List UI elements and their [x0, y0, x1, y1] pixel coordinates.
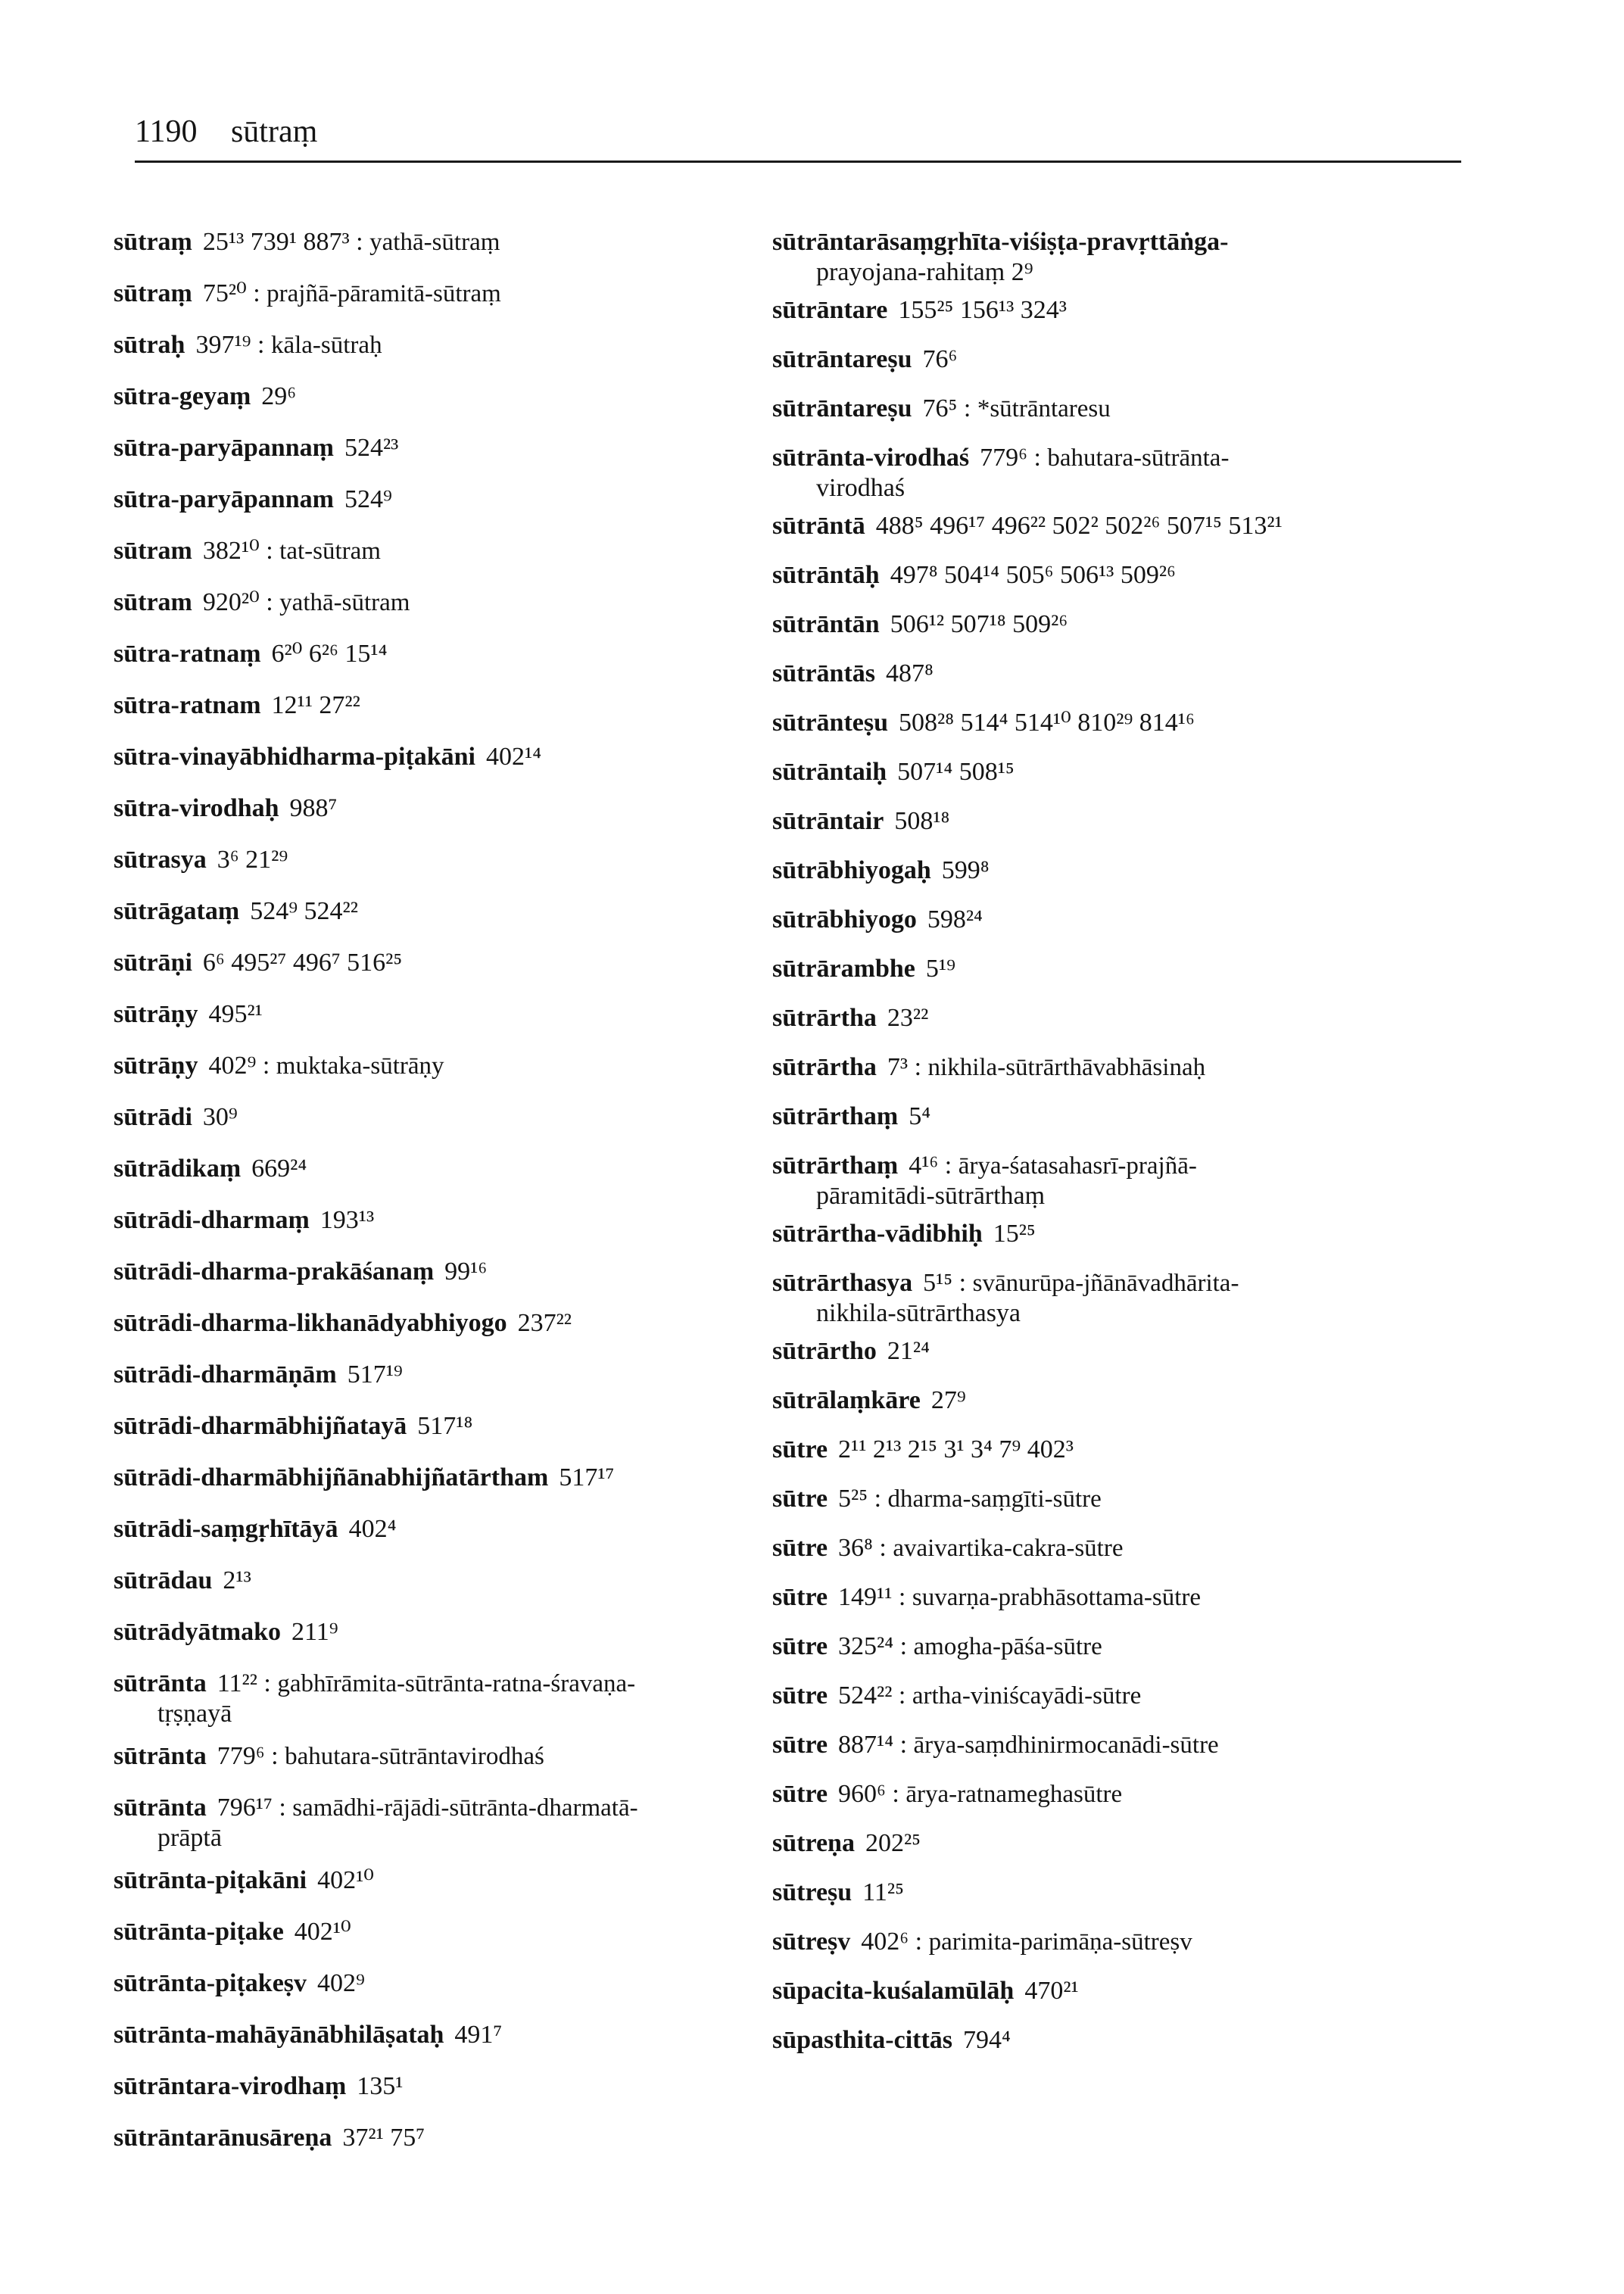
page-references: 36⁸	[838, 1534, 873, 1562]
headword: sūtrāgataṃ	[114, 897, 240, 925]
compound-gloss: kāla-sūtraḥ	[270, 332, 382, 359]
headword: sūtreṣv	[772, 1928, 851, 1956]
compound-gloss: ārya-śatasahasrī-prajñā-	[958, 1152, 1197, 1180]
index-entry	[114, 433, 780, 463]
page-references: 488⁵ 496¹⁷ 496²² 502² 502²⁶ 507¹⁵ 513²¹	[875, 512, 1283, 540]
page-references: 155²⁵ 156¹³ 324³	[898, 296, 1067, 324]
index-entry	[114, 1566, 780, 1596]
headword: sūtra-ratnam	[114, 691, 261, 719]
page-references: 202²⁵	[865, 1829, 921, 1857]
page-references: 237²²	[517, 1309, 572, 1337]
index-entry	[114, 2071, 780, 2102]
headword: sūtrādikaṃ	[114, 1155, 242, 1183]
index-entry	[772, 708, 1529, 738]
compound-gloss: suvarṇa-prabhāsottama-sūtre	[912, 1584, 1202, 1611]
headword: sūtrābhiyogo	[772, 905, 917, 933]
page-references: 508¹⁸	[894, 807, 950, 835]
index-entry	[114, 227, 780, 257]
headword: sūtrādi-dharma-prakāśanaṃ	[114, 1258, 435, 1286]
headword: sūtrāntās	[772, 659, 876, 687]
index-entry	[772, 1828, 1529, 1859]
index-entry	[114, 382, 780, 412]
separator: :	[256, 1052, 276, 1080]
headword: sūtre	[772, 1534, 828, 1562]
index-entry	[772, 1003, 1529, 1033]
index-entry	[114, 1308, 780, 1339]
index-entry	[114, 485, 780, 515]
index-column-right	[772, 227, 1529, 2074]
entry-continuation: tṛṣṇayā	[157, 1700, 232, 1728]
separator: :	[272, 1794, 293, 1822]
page-references: 920²⁰	[202, 588, 260, 616]
compound-gloss: artha-viniścayādi-sūtre	[912, 1682, 1142, 1710]
page-references: 794⁴	[963, 2026, 1011, 2054]
index-entry	[772, 659, 1529, 689]
index-entry	[114, 1360, 780, 1390]
index-entry	[772, 1219, 1529, 1249]
headword: sūtrāṇi	[114, 949, 192, 977]
headword: sūtreṣu	[772, 1878, 853, 1906]
headword: sūtrādi-dharma-likhanādyabhiyogo	[114, 1309, 507, 1337]
headword: sūtrālaṃkāre	[772, 1386, 921, 1414]
separator: :	[349, 228, 370, 256]
headword: sūtrāntāḥ	[772, 561, 880, 589]
page-references: 402¹⁴	[486, 743, 542, 771]
index-entry	[772, 1336, 1529, 1367]
page-references: 4¹⁶	[909, 1152, 939, 1180]
index-entry	[114, 1968, 780, 1999]
index-entry	[114, 999, 780, 1030]
page-references: 7³	[887, 1053, 909, 1081]
index-entry	[114, 793, 780, 824]
page-references: 211⁹	[291, 1618, 338, 1646]
headword: sūtra-geyaṃ	[114, 382, 251, 410]
page-references: 988⁷	[289, 794, 338, 822]
index-entry	[114, 896, 780, 927]
page-references: 960⁶	[838, 1780, 886, 1808]
page-references: 6²⁰ 6²⁶ 15¹⁴	[271, 640, 388, 668]
index-entry	[114, 1102, 780, 1133]
index-entry	[114, 1793, 780, 1853]
page-references: 524²³	[344, 434, 399, 462]
separator: :	[938, 1152, 959, 1180]
index-entry	[114, 330, 780, 360]
headword: sūtrārthaṃ	[772, 1102, 899, 1130]
headword: sūtrānta-piṭakāni	[114, 1866, 307, 1894]
compound-gloss: bahutara-sūtrāntavirodhaś	[285, 1743, 544, 1770]
compound-gloss: *sūtrāntaresu	[977, 395, 1111, 422]
headword: sūtrānta-piṭakeṣv	[114, 1969, 307, 1997]
running-head: sūtraṃ	[230, 114, 318, 149]
page-references: 325²⁴	[838, 1632, 894, 1660]
page-references: 779⁶	[980, 444, 1027, 472]
index-entry	[772, 2025, 1529, 2056]
index-entry	[772, 1151, 1529, 1211]
compound-gloss: bahutara-sūtrānta-	[1047, 444, 1230, 472]
index-entry	[772, 806, 1529, 837]
headword: sūtrādi-dharmaṃ	[114, 1206, 310, 1234]
headword: sūtrānta	[114, 1669, 207, 1697]
index-entry	[114, 639, 780, 669]
separator: :	[259, 537, 280, 565]
headword: sūtrādau	[114, 1566, 213, 1594]
headword: sūtre	[772, 1583, 828, 1611]
headword: sūtrādi	[114, 1103, 192, 1131]
separator: :	[1027, 444, 1048, 472]
index-entry	[114, 1257, 780, 1287]
page-references: 517¹⁷	[559, 1463, 615, 1491]
separator: :	[892, 1583, 912, 1611]
index-entry	[114, 1205, 780, 1236]
headword: sūtrāntān	[772, 610, 880, 638]
page-references: 487⁸	[886, 659, 934, 687]
page-references: 506¹² 507¹⁸ 509²⁶	[890, 610, 1068, 638]
page-references: 507¹⁴ 508¹⁵	[897, 758, 1015, 786]
compound-gloss: gabhīrāmita-sūtrānta-ratna-śravaṇa-	[277, 1670, 636, 1697]
headword: sūtrāntare	[772, 296, 888, 324]
index-entry	[772, 1878, 1529, 1908]
compound-gloss: muktaka-sūtrāṇy	[276, 1052, 444, 1080]
headword: sūtrārambhe	[772, 955, 915, 983]
entry-continuation: prāptā	[157, 1824, 222, 1852]
headword: sūtrādi-dharmābhijñatayā	[114, 1412, 407, 1440]
separator: :	[892, 1682, 912, 1710]
compound-gloss: dharma-saṃgīti-sūtre	[887, 1485, 1102, 1513]
index-entry	[772, 1484, 1529, 1514]
headword: sūtrārtha-vādibhiḥ	[772, 1220, 983, 1248]
compound-gloss: ārya-ratnameghasūtre	[906, 1781, 1123, 1808]
page-references: 37²¹ 75⁷	[342, 2124, 425, 2152]
index-entry	[772, 394, 1529, 424]
separator: :	[885, 1780, 906, 1808]
headword: sūtreṇa	[772, 1829, 855, 1857]
page-references: 779⁶	[217, 1742, 265, 1770]
headword: sūtrānta-virodhaś	[772, 444, 970, 472]
page-references: 517¹⁸	[417, 1412, 473, 1440]
page-references: 3⁶ 21²⁹	[217, 846, 288, 874]
headword: sūtrāntara-virodhaṃ	[114, 2072, 347, 2100]
headword: sūpacita-kuśalamūlāḥ	[772, 1977, 1015, 2005]
index-entry	[114, 1669, 780, 1729]
index-entry	[114, 1463, 780, 1493]
index-entry	[772, 1632, 1529, 1662]
page-references: 517¹⁹	[347, 1361, 403, 1389]
page-references: 76⁵	[922, 394, 958, 422]
headword: sūtrānta	[114, 1742, 207, 1770]
page-references: 470²¹	[1024, 1977, 1079, 2005]
index-entry	[114, 588, 780, 618]
page-references: 2¹³	[223, 1566, 251, 1594]
headword: sūtram	[114, 537, 192, 565]
page-number: 1190	[135, 114, 198, 149]
headword: sūtrāntareṣu	[772, 345, 912, 373]
page-references: 11²⁵	[862, 1878, 904, 1906]
headword: sūtram	[114, 588, 192, 616]
page-references: 397¹⁹	[195, 331, 251, 359]
compound-gloss: amogha-pāśa-sūtre	[913, 1633, 1102, 1660]
page-references: 382¹⁰	[202, 537, 260, 565]
separator: :	[893, 1632, 914, 1660]
headword: sūtrārtho	[772, 1337, 877, 1365]
page-references: 30⁹	[202, 1103, 238, 1131]
index-entry	[772, 560, 1529, 591]
page-references: 524²²	[838, 1682, 893, 1710]
page-references: 5¹⁹	[925, 955, 955, 983]
page-references: 599⁸	[941, 856, 990, 884]
page-references: 149¹¹	[838, 1583, 893, 1611]
headword: sūtra-paryāpannam	[114, 485, 334, 513]
index-entry	[772, 1779, 1529, 1809]
headword: sūtraṃ	[114, 228, 192, 256]
headword: sūpasthita-cittās	[772, 2026, 953, 2054]
headword: sūtrāntair	[772, 807, 884, 835]
headword: sūtrābhiyogaḥ	[772, 856, 931, 884]
headword: sūtrārthasya	[772, 1269, 913, 1297]
page-references: 193¹³	[320, 1206, 375, 1234]
index-column-left	[114, 227, 780, 2174]
index-entry	[772, 1268, 1529, 1329]
page-references: 25¹³ 739¹ 887³	[202, 228, 350, 256]
index-entry	[772, 1102, 1529, 1132]
compound-gloss: tat-sūtram	[279, 538, 381, 565]
headword: sūtre	[772, 1485, 828, 1513]
page-references: 99¹⁶	[444, 1258, 488, 1286]
index-entry	[114, 948, 780, 978]
page-references: 495²¹	[208, 1000, 263, 1028]
page-references: 402⁴	[348, 1515, 397, 1543]
compound-gloss: prajñā-pāramitā-sūtraṃ	[267, 280, 501, 307]
index-entry	[772, 295, 1529, 326]
headword: sūtrānta-mahāyānābhilāṣataḥ	[114, 2021, 444, 2049]
index-entry	[114, 2123, 780, 2153]
headword: sūtrārthaṃ	[772, 1152, 899, 1180]
page-references: 402⁹	[208, 1052, 257, 1080]
entry-continuation: pāramitādi-sūtrārthaṃ	[816, 1182, 1046, 1210]
index-entry	[114, 1617, 780, 1647]
entry-continuation: nikhila-sūtrārthasya	[816, 1299, 1021, 1327]
index-entry	[772, 609, 1529, 640]
separator: :	[257, 1669, 278, 1697]
headword: sūtrāṇy	[114, 1000, 198, 1028]
index-entry	[772, 344, 1529, 375]
headword: sūtrānta	[114, 1794, 207, 1822]
index-entry	[772, 1927, 1529, 1957]
headword: sūtrāntaiḥ	[772, 758, 887, 786]
separator: :	[264, 1742, 285, 1770]
headword: sūtrādi-dharmāṇām	[114, 1361, 337, 1389]
separator: :	[952, 1269, 973, 1297]
page-references: 497⁸ 504¹⁴ 505⁶ 506¹³ 509²⁶	[890, 561, 1176, 589]
separator: :	[893, 1731, 914, 1759]
separator: :	[957, 394, 977, 422]
headword: sūtre	[772, 1435, 828, 1463]
index-entry	[772, 1976, 1529, 2006]
separator: :	[909, 1928, 929, 1956]
page-references: 15²⁵	[993, 1220, 1036, 1248]
index-entry	[114, 1865, 780, 1896]
page-references: 11²²	[217, 1669, 257, 1697]
index-entry	[772, 1385, 1529, 1416]
index-entry	[114, 690, 780, 721]
headword: sūtrāntā	[772, 512, 865, 540]
index-entry	[772, 227, 1529, 288]
index-entry	[114, 1051, 780, 1081]
page-references: 598²⁴	[927, 905, 983, 933]
headword: sūtre	[772, 1632, 828, 1660]
headword: sūtrānta-piṭake	[114, 1918, 284, 1946]
headword: sūtra-ratnaṃ	[114, 640, 261, 668]
page-references: 669²⁴	[251, 1155, 307, 1183]
page-references: 5¹⁵	[923, 1269, 953, 1297]
index-entry	[772, 954, 1529, 984]
headword: sūtrāntarānusāreṇa	[114, 2124, 332, 2152]
index-entry	[772, 1730, 1529, 1760]
page-references: 402⁶	[861, 1928, 909, 1956]
headword: sūtra-paryāpannaṃ	[114, 434, 334, 462]
headword: sūtra-vinayābhidharma-piṭakāni	[114, 743, 475, 771]
index-entry	[114, 845, 780, 875]
index-entry	[114, 536, 780, 566]
page-references: 27⁹	[930, 1386, 966, 1414]
index-entry	[772, 443, 1529, 503]
page-references: 5⁴	[909, 1102, 931, 1130]
entry-continuation: virodhaś	[816, 474, 906, 502]
page-references: 524⁹	[344, 485, 392, 513]
page-references: 2¹¹ 2¹³ 2¹⁵ 3¹ 3⁴ 7⁹ 402³	[838, 1435, 1074, 1463]
index-entry	[114, 1514, 780, 1544]
page-references: 12¹¹ 27²²	[271, 691, 360, 719]
headword: sūtra-virodhaḥ	[114, 794, 279, 822]
page-references: 402⁹	[317, 1969, 365, 1997]
page-references: 135¹	[357, 2072, 404, 2100]
index-entry	[772, 856, 1529, 886]
page-references: 402¹⁰	[294, 1918, 351, 1946]
page-references: 508²⁸ 514⁴ 514¹⁰ 810²⁹ 814¹⁶	[899, 709, 1195, 737]
headword: sūtrānteṣu	[772, 709, 889, 737]
compound-gloss: ārya-saṃdhinirmocanādi-sūtre	[913, 1731, 1219, 1759]
index-entry	[772, 1681, 1529, 1711]
headword: sūtrādyātmako	[114, 1618, 282, 1646]
headword: sūtrāntarāsaṃgṛhīta-viśiṣṭa-pravṛttāṅga-	[772, 228, 1229, 256]
page-references: 5²⁵	[838, 1485, 868, 1513]
headword: sūtrādi-saṃgṛhītāyā	[114, 1515, 338, 1543]
compound-gloss: samādhi-rājādi-sūtrānta-dharmatā-	[292, 1794, 638, 1822]
index-entry	[772, 757, 1529, 787]
page-references: 23²²	[887, 1004, 929, 1032]
page-references: 491⁷	[454, 2021, 503, 2049]
headword: sūtre	[772, 1682, 828, 1710]
entry-continuation: prayojana-rahitaṃ 2⁹	[816, 258, 1033, 286]
separator: :	[868, 1485, 888, 1513]
page-references: 76⁶	[922, 345, 958, 373]
headword: sūtrāntareṣu	[772, 394, 912, 422]
page-references: 887¹⁴	[838, 1731, 894, 1759]
index-entry	[772, 1052, 1529, 1083]
index-entry	[114, 2020, 780, 2050]
page-header	[135, 114, 317, 150]
header-rule	[135, 161, 1461, 163]
index-entry	[772, 905, 1529, 935]
page-references: 524⁹ 524²²	[250, 897, 358, 925]
index-entry	[114, 1741, 780, 1772]
headword: sūtrārtha	[772, 1004, 877, 1032]
headword: sūtraḥ	[114, 331, 185, 359]
separator: :	[251, 331, 271, 359]
index-entry	[114, 1154, 780, 1184]
page-references: 6⁶ 495²⁷ 496⁷ 516²⁵	[202, 949, 403, 977]
headword: sūtre	[772, 1780, 828, 1808]
compound-gloss: yathā-sūtraṃ	[369, 229, 500, 256]
headword: sūtre	[772, 1731, 828, 1759]
page-references: 29⁶	[261, 382, 297, 410]
index-entry	[114, 279, 780, 309]
separator: :	[908, 1053, 928, 1081]
headword: sūtraṃ	[114, 279, 192, 307]
compound-gloss: avaivartika-cakra-sūtre	[893, 1535, 1124, 1562]
separator: :	[246, 279, 267, 307]
headword: sūtrasya	[114, 846, 207, 874]
page-references: 796¹⁷	[217, 1794, 273, 1822]
index-entry	[772, 1435, 1529, 1465]
headword: sūtrāṇy	[114, 1052, 198, 1080]
index-entry	[772, 511, 1529, 541]
compound-gloss: yathā-sūtram	[279, 589, 410, 616]
page-references: 402¹⁰	[317, 1866, 374, 1894]
separator: :	[259, 588, 280, 616]
index-entry	[772, 1582, 1529, 1613]
index-entry	[114, 742, 780, 772]
index-entry	[114, 1917, 780, 1947]
index-entry	[114, 1411, 780, 1442]
page-references: 75²⁰	[202, 279, 247, 307]
separator: :	[872, 1534, 893, 1562]
page-references: 21²⁴	[887, 1337, 930, 1365]
headword: sūtrārtha	[772, 1053, 877, 1081]
compound-gloss: svānurūpa-jñānāvadhārita-	[972, 1270, 1239, 1297]
compound-gloss: parimita-parimāṇa-sūtreṣv	[928, 1928, 1192, 1956]
compound-gloss: nikhila-sūtrārthāvabhāsinaḥ	[927, 1054, 1206, 1081]
headword: sūtrādi-dharmābhijñānabhijñatārtham	[114, 1463, 549, 1491]
index-entry	[772, 1533, 1529, 1563]
